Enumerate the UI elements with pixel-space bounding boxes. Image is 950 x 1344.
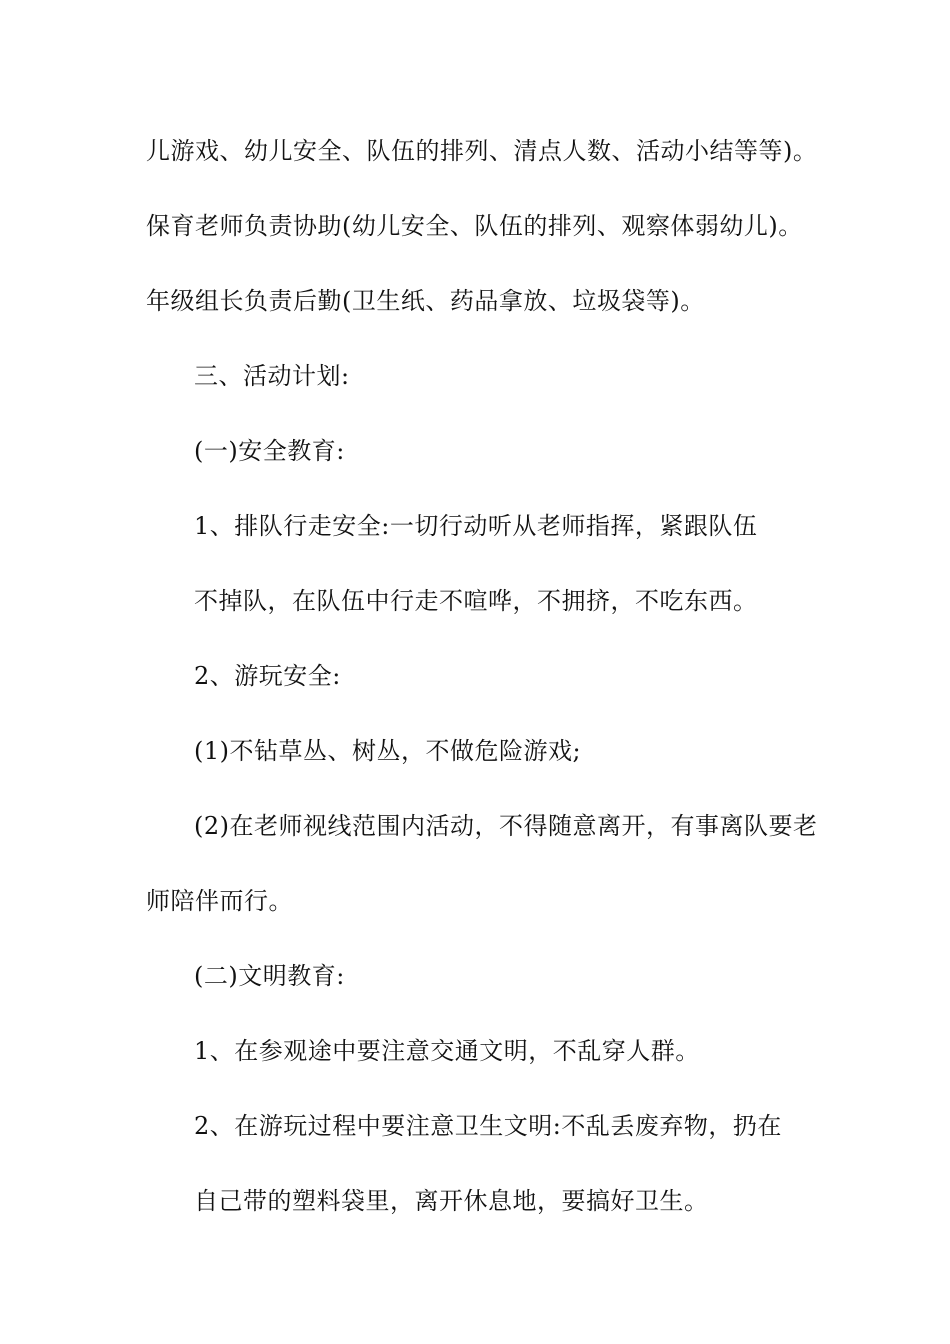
text-line: 自己带的塑料袋里，离开休息地，要搞好卫生。: [194, 1187, 709, 1215]
text-line: 儿游戏、幼儿安全、队伍的排列、清点人数、活动小结等等)。: [146, 137, 818, 165]
text-line: 2、游玩安全:: [194, 662, 341, 690]
text-line: (1)不钻草丛、树丛，不做危险游戏;: [194, 737, 582, 765]
text-line: 1、在参观途中要注意交通文明，不乱穿人群。: [194, 1037, 700, 1065]
subsection-heading: (二)文明教育:: [194, 962, 345, 990]
text-line: 保育老师负责协助(幼儿安全、队伍的排列、观察体弱幼儿)。: [146, 212, 803, 240]
text-line: 师陪伴而行。: [146, 887, 293, 915]
text-line: 2、在游玩过程中要注意卫生文明:不乱丢废弃物，扔在: [194, 1112, 782, 1140]
text-line: (2)在老师视线范围内活动，不得随意离开，有事离队要老: [194, 812, 818, 840]
subsection-heading: (一)安全教育:: [194, 437, 345, 465]
text-line: 1、排队行走安全:一切行动听从老师指挥，紧跟队伍: [194, 512, 758, 540]
text-line: 年级组长负责后勤(卫生纸、药品拿放、垃圾袋等)。: [146, 287, 705, 315]
text-line: 不掉队，在队伍中行走不喧哗，不拥挤，不吃东西。: [194, 587, 758, 615]
section-heading: 三、活动计划:: [194, 362, 350, 390]
